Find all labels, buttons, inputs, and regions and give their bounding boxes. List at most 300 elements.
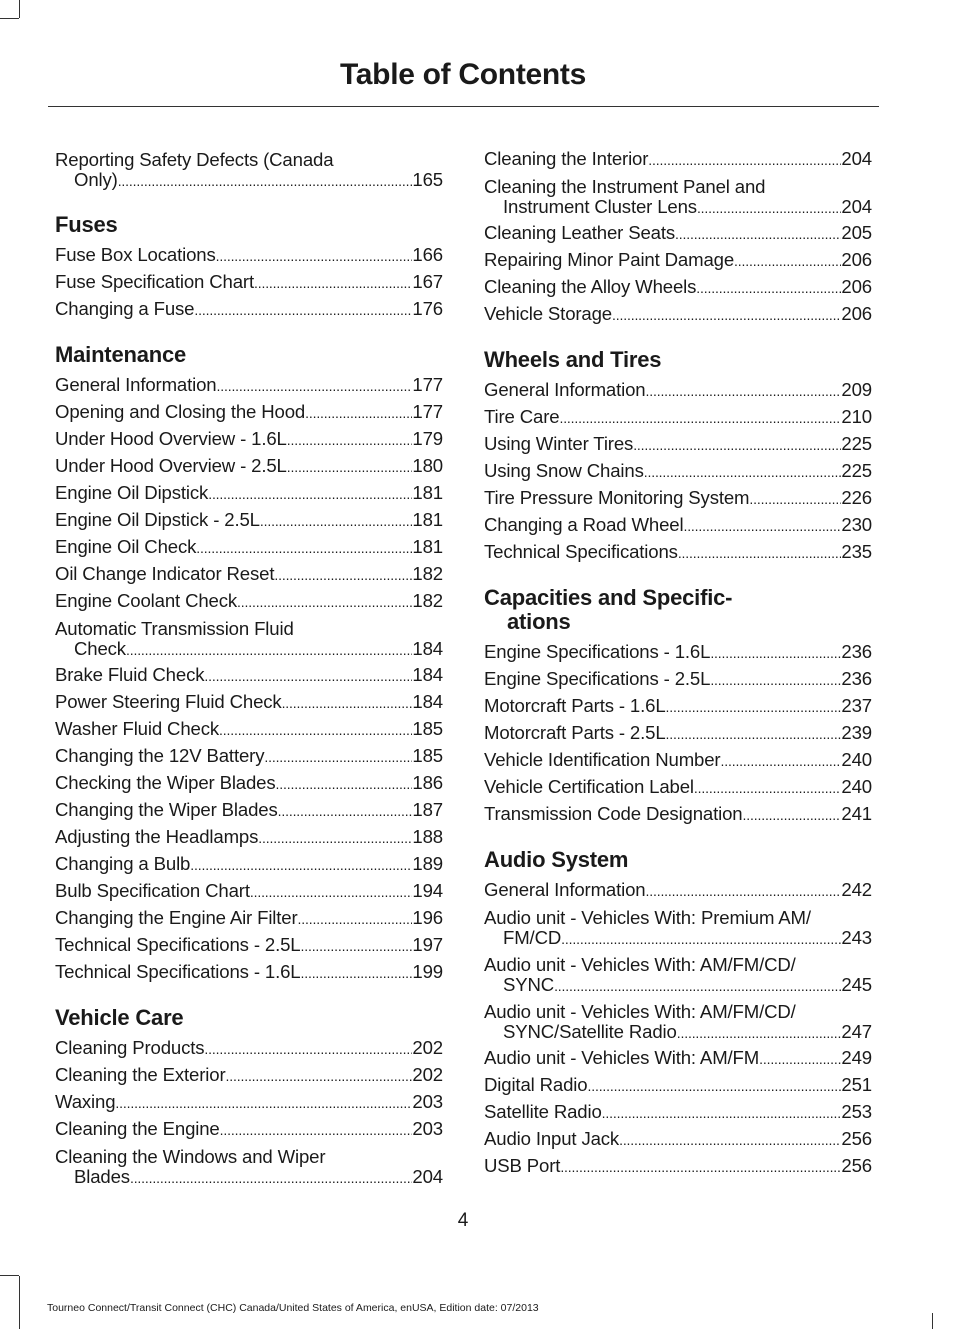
toc-entry-page: 241 [841,803,872,824]
section-heading [55,343,443,367]
toc-entry[interactable] [55,426,443,453]
toc-entry-line [55,507,443,534]
dot-leader [602,1099,842,1126]
toc-entry-title: General Information [484,379,646,400]
toc-entry-line [484,404,872,431]
dot-leader [216,242,413,269]
dot-leader [300,932,412,959]
title-rule [48,106,879,107]
toc-entry[interactable] [55,797,443,824]
toc-entry-title: Power Steering Fluid Check [55,691,282,712]
toc-entry[interactable] [55,851,443,878]
toc-entry-title-cont: FM/CD [503,926,562,948]
toc-entry-title: Cleaning the Interior [484,148,649,169]
toc-entry[interactable] [55,453,443,480]
toc-entry-line [55,824,443,851]
toc-entry[interactable] [55,561,443,588]
toc-entry-page: 184 [412,691,443,712]
toc-entry-page: 205 [841,222,872,243]
toc-entry-line [55,797,443,824]
toc-entry-page: 209 [841,379,872,400]
toc-entry-title: Technical Specifications [484,541,678,562]
toc-entry[interactable] [484,693,872,720]
toc-entry-title: Satellite Radio [484,1101,602,1122]
toc-entry-line [55,878,443,905]
dot-leader [696,274,841,301]
toc-entry-line [55,1167,443,1189]
toc-entry[interactable] [484,173,872,220]
toc-entry-title: Fuse Box Locations [55,244,216,265]
toc-entry-page: 206 [841,303,872,324]
toc-entry[interactable] [484,512,872,539]
dot-leader [678,539,842,566]
toc-entry[interactable] [484,747,872,774]
page-title: Table of Contents [339,58,586,91]
toc-entry-page: 196 [412,907,443,928]
section-heading-text: Capacities and Specific- [484,585,733,610]
toc-entry-page: 251 [841,1074,872,1095]
toc-entry-title: Motorcraft Parts - 1.6L [484,695,666,716]
toc-entry-line [484,220,872,247]
toc-entry-line [484,377,872,404]
toc-entry-title: USB Port [484,1155,561,1176]
section-heading-text: Maintenance [55,342,187,367]
toc-entry-title: Cleaning Products [55,1037,205,1058]
dot-leader [560,1153,841,1180]
toc-entry-line [484,1153,872,1180]
toc-entry[interactable] [484,301,872,328]
toc-entry-page: 181 [412,482,443,503]
toc-entry-page: 194 [412,880,443,901]
crop-mark [0,18,19,19]
toc-entry-title: Checking the Wiper Blades [55,772,276,793]
toc-entry-title: Audio unit - Vehicles With: AM/FM/CD/ [484,954,796,975]
dot-leader [694,774,842,801]
toc-entry-page: 256 [841,1155,872,1176]
toc-entry-line [484,1045,872,1072]
toc-entry[interactable] [55,824,443,851]
toc-entry-line [55,453,443,480]
section-heading-text-cont: ations [507,609,571,634]
toc-entry-line [484,639,872,666]
toc-entry-title: Audio unit - Vehicles With: AM/FM/CD/ [484,1001,796,1022]
toc-entry-page: 177 [412,374,443,395]
toc-entry-line [55,561,443,588]
toc-entry[interactable] [55,743,443,770]
toc-entry[interactable] [55,507,443,534]
toc-entry[interactable] [55,905,443,932]
toc-entry-line [484,747,872,774]
toc-entry-line [55,1062,443,1089]
toc-entry-title-cont: Only) [74,168,118,190]
dot-leader [254,269,412,296]
toc-entry-line [484,877,872,904]
dot-leader [683,512,841,539]
toc-entry-page: 249 [841,1047,872,1068]
toc-entry-page: 180 [412,455,443,476]
toc-entry-page: 202 [412,1064,443,1085]
toc-entry-page: 206 [841,249,872,270]
toc-entry-line [484,197,872,219]
dot-leader [219,716,412,743]
dot-leader [749,485,841,512]
toc-entry-page: 199 [412,961,443,982]
toc-entry[interactable] [484,458,872,485]
toc-entry-page: 242 [841,879,872,900]
toc-entry[interactable] [484,720,872,747]
dot-leader [118,170,413,192]
toc-entry-title: Tire Care [484,406,560,427]
dot-leader [237,588,412,615]
toc-entry[interactable] [484,877,872,904]
toc-column-left [55,146,443,1190]
toc-entry-line [484,666,872,693]
toc-entry-line [55,639,443,661]
toc-entry-title: Audio unit - Vehicles With: AM/FM [484,1047,760,1068]
toc-entry-title-cont: SYNC/Satellite Radio [503,1020,677,1042]
toc-entry[interactable] [55,716,443,743]
dot-leader [697,197,841,219]
toc-entry-line [55,1116,443,1143]
toc-entry-line [55,170,443,192]
toc-entry[interactable] [55,932,443,959]
toc-section [55,213,443,323]
dot-leader [677,1022,842,1044]
dot-leader [648,146,841,173]
section-heading [55,1006,443,1030]
dot-leader [559,404,841,431]
toc-entry-title: Cleaning the Alloy Wheels [484,276,697,297]
toc-entry[interactable] [55,534,443,561]
toc-entry[interactable] [55,770,443,797]
dot-leader [250,878,413,905]
section-heading-text: Vehicle Care [55,1005,184,1030]
toc-entry-page: 203 [412,1091,443,1112]
toc-entry[interactable] [484,801,872,828]
toc-entry-line [55,1089,443,1116]
toc-section [484,146,872,328]
toc-entry-page: 236 [841,641,872,662]
toc-entry-line [55,959,443,986]
toc-entry[interactable] [484,377,872,404]
dot-leader [644,458,842,485]
toc-entry-line [55,932,443,959]
toc-entry-line [55,242,443,269]
toc-entry-line [484,975,872,997]
toc-entry-title: Cleaning the Engine [55,1118,220,1139]
toc-entry-title: Vehicle Storage [484,303,612,324]
toc-entry-line [484,274,872,301]
dot-leader [264,743,412,770]
toc-entry-page: 181 [412,536,443,557]
toc-entry-page: 235 [841,541,872,562]
toc-section [484,848,872,1180]
toc-entry-title-cont: Instrument Cluster Lens [503,195,697,217]
toc-entry[interactable] [55,959,443,986]
toc-entry[interactable] [484,431,872,458]
toc-entry[interactable] [484,904,872,951]
toc-entry-page: 204 [841,195,872,217]
toc-entry-line [484,693,872,720]
toc-entry[interactable] [55,269,443,296]
toc-entry[interactable] [55,1089,443,1116]
toc-section [55,1006,443,1190]
toc-entry-page: 225 [841,433,872,454]
dot-leader [226,1062,413,1089]
toc-entry[interactable] [484,404,872,431]
toc-entry-title: Audio Input Jack [484,1128,620,1149]
toc-entry-title: Automatic Transmission Fluid [55,618,294,639]
toc-entry-page: 256 [841,1128,872,1149]
dot-leader [612,301,841,328]
toc-entry-page: 197 [412,934,443,955]
toc-section [484,586,872,828]
toc-entry-page: 210 [841,406,872,427]
dot-leader [287,453,413,480]
toc-entry-page: 243 [841,926,872,948]
toc-entry-title: General Information [484,879,646,900]
toc-entry-line [55,269,443,296]
dot-leader [645,377,841,404]
dot-leader [720,747,841,774]
toc-entry[interactable] [484,774,872,801]
toc-entry-title: Using Snow Chains [484,460,644,481]
toc-entry[interactable] [55,662,443,689]
toc-section [55,146,443,193]
toc-entry-line [484,512,872,539]
toc-entry-page: 185 [412,745,443,766]
toc-entry[interactable] [484,1072,872,1099]
dot-leader [300,959,412,986]
toc-entry-title: Fuse Specification Chart [55,271,254,292]
toc-entry[interactable] [484,220,872,247]
toc-entry-title: Brake Fluid Check [55,664,205,685]
toc-entry-title: Technical Specifications - 1.6L [55,961,301,982]
toc-entry[interactable] [55,689,443,716]
toc-entry-line [484,1099,872,1126]
toc-entry-page: 240 [841,749,872,770]
toc-entry-title: Tire Pressure Monitoring System [484,487,750,508]
toc-entry-title: Adjusting the Headlamps [55,826,259,847]
toc-entry-line [484,485,872,512]
toc-entry-line [55,426,443,453]
dot-leader [276,770,413,797]
toc-entry-page: 203 [412,1118,443,1139]
toc-entry-line [484,539,872,566]
section-heading [484,586,872,634]
toc-entry[interactable] [484,666,872,693]
toc-entry-page: 204 [412,1165,443,1187]
crop-mark [19,0,20,18]
toc-entry-page: 177 [412,401,443,422]
dot-leader [190,851,412,878]
toc-entry-line [484,1022,872,1044]
dot-leader [208,480,412,507]
toc-entry-page: 176 [412,298,443,319]
toc-entry-line [484,458,872,485]
toc-entry[interactable] [55,1143,443,1190]
toc-entry[interactable] [55,1062,443,1089]
section-heading [55,213,443,237]
toc-entry[interactable] [484,539,872,566]
dot-leader [666,720,842,747]
toc-entry-title: Under Hood Overview - 2.5L [55,455,287,476]
dot-leader [287,426,413,453]
toc-entry-line [55,662,443,689]
dot-leader [126,639,412,661]
toc-entry-title: Changing a Road Wheel [484,514,684,535]
toc-entry[interactable] [484,1153,872,1180]
dot-leader [645,877,841,904]
dot-leader [196,534,412,561]
toc-entry-title: Audio unit - Vehicles With: Premium AM/ [484,907,811,928]
dot-leader [282,689,413,716]
toc-entry[interactable] [484,1045,872,1072]
dot-leader [204,662,412,689]
toc-entry[interactable] [55,372,443,399]
toc-entry[interactable] [55,296,443,323]
toc-entry-title: Motorcraft Parts - 2.5L [484,722,666,743]
toc-entry-page: 247 [841,1020,872,1042]
toc-entry-page: 184 [412,637,443,659]
dot-leader [204,1035,412,1062]
toc-entry[interactable] [55,242,443,269]
footer-edition: Tourneo Connect/Transit Connect (CHC) Canada/United States of America, enUSA, Edition date: 07/2013 [47,1302,539,1314]
section-heading [484,348,872,372]
toc-entry-line [484,1126,872,1153]
toc-entry-line [484,301,872,328]
toc-entry-page: 236 [841,668,872,689]
toc-entry-line [55,588,443,615]
toc-entry-title: General Information [55,374,217,395]
toc-entry-line [484,247,872,274]
toc-entry-title: Engine Oil Dipstick - 2.5L [55,509,260,530]
crop-mark [0,1275,19,1276]
toc-entry-page: 182 [412,590,443,611]
toc-entry-title: Cleaning the Windows and Wiper [55,1146,326,1167]
section-heading-text: Wheels and Tires [484,347,662,372]
toc-entry-page: 225 [841,460,872,481]
toc-entry[interactable] [484,485,872,512]
dot-leader [710,639,841,666]
toc-entry-title-cont: SYNC [503,973,555,995]
dot-leader [561,928,841,950]
toc-entry[interactable] [484,1126,872,1153]
dot-leader [278,797,413,824]
toc-entry[interactable] [55,480,443,507]
dot-leader [260,507,413,534]
toc-entry-title: Vehicle Identification Number [484,749,721,770]
section-heading-text: Audio System [484,847,629,872]
toc-entry-page: 230 [841,514,872,535]
toc-entry-title: Engine Oil Check [55,536,197,557]
toc-entry-line [55,716,443,743]
toc-entry[interactable] [55,588,443,615]
toc-entry-page: 189 [412,853,443,874]
toc-entry[interactable] [484,274,872,301]
toc-entry[interactable] [55,1035,443,1062]
toc-entry[interactable] [55,878,443,905]
toc-entry-title: Vehicle Certification Label [484,776,694,797]
toc-entry-page: 245 [841,973,872,995]
toc-entry-title: Engine Specifications - 2.5L [484,668,711,689]
toc-entry-line [484,774,872,801]
toc-entry-title: Transmission Code Designation [484,803,743,824]
toc-entry-title: Under Hood Overview - 1.6L [55,428,287,449]
toc-entry-page: 179 [412,428,443,449]
toc-entry-page: 181 [412,509,443,530]
toc-entry-title: Oil Change Indicator Reset [55,563,275,584]
toc-entry-line [484,1072,872,1099]
toc-entry-page: 253 [841,1101,872,1122]
toc-entry-page: 226 [841,487,872,508]
toc-entry-title: Reporting Safety Defects (Canada [55,149,334,170]
toc-entry[interactable] [484,1099,872,1126]
toc-entry[interactable] [484,146,872,173]
toc-entry-page: 202 [412,1037,443,1058]
toc-entry-line [484,801,872,828]
toc-entry[interactable] [55,615,443,662]
toc-entry-line [55,905,443,932]
dot-leader [619,1126,841,1153]
dot-leader [220,1116,413,1143]
dot-leader [216,372,412,399]
toc-entry-title: Cleaning Leather Seats [484,222,676,243]
toc-entry-title: Using Winter Tires [484,433,634,454]
toc-entry-line [55,480,443,507]
toc-entry[interactable] [484,639,872,666]
toc-entry-title: Digital Radio [484,1074,588,1095]
toc-entry[interactable] [484,998,872,1045]
toc-entry-title: Bulb Specification Chart [55,880,250,901]
toc-entry-title: Changing a Bulb [55,853,191,874]
toc-entry-line [55,1035,443,1062]
toc-entry-title: Engine Oil Dipstick [55,482,209,503]
toc-entry-page: 240 [841,776,872,797]
toc-entry[interactable] [55,1116,443,1143]
toc-entry-line [55,534,443,561]
toc-section [55,343,443,986]
toc-entry-page: 237 [841,695,872,716]
toc-entry-title: Changing the 12V Battery [55,745,265,766]
dot-leader [305,399,412,426]
toc-entry-title-cont: Check [74,637,126,659]
toc-entry-line [55,770,443,797]
toc-entry-title: Changing the Wiper Blades [55,799,278,820]
toc-entry[interactable] [55,146,443,193]
toc-entry[interactable] [484,247,872,274]
toc-entry-line [55,689,443,716]
toc-entry[interactable] [484,951,872,998]
toc-column-right [484,146,872,1180]
dot-leader [666,693,842,720]
toc-entry-page: 187 [412,799,443,820]
toc-entry-page: 185 [412,718,443,739]
toc-section [484,348,872,566]
dot-leader [258,824,412,851]
dot-leader [675,220,841,247]
dot-leader [759,1045,841,1072]
toc-entry-page: 204 [841,148,872,169]
dot-leader [298,905,413,932]
toc-entry[interactable] [55,399,443,426]
toc-entry-title: Changing a Fuse [55,298,195,319]
dot-leader [115,1089,412,1116]
dot-leader [587,1072,841,1099]
toc-entry-page: 239 [841,722,872,743]
dot-leader [554,975,841,997]
toc-entry-line [484,928,872,950]
